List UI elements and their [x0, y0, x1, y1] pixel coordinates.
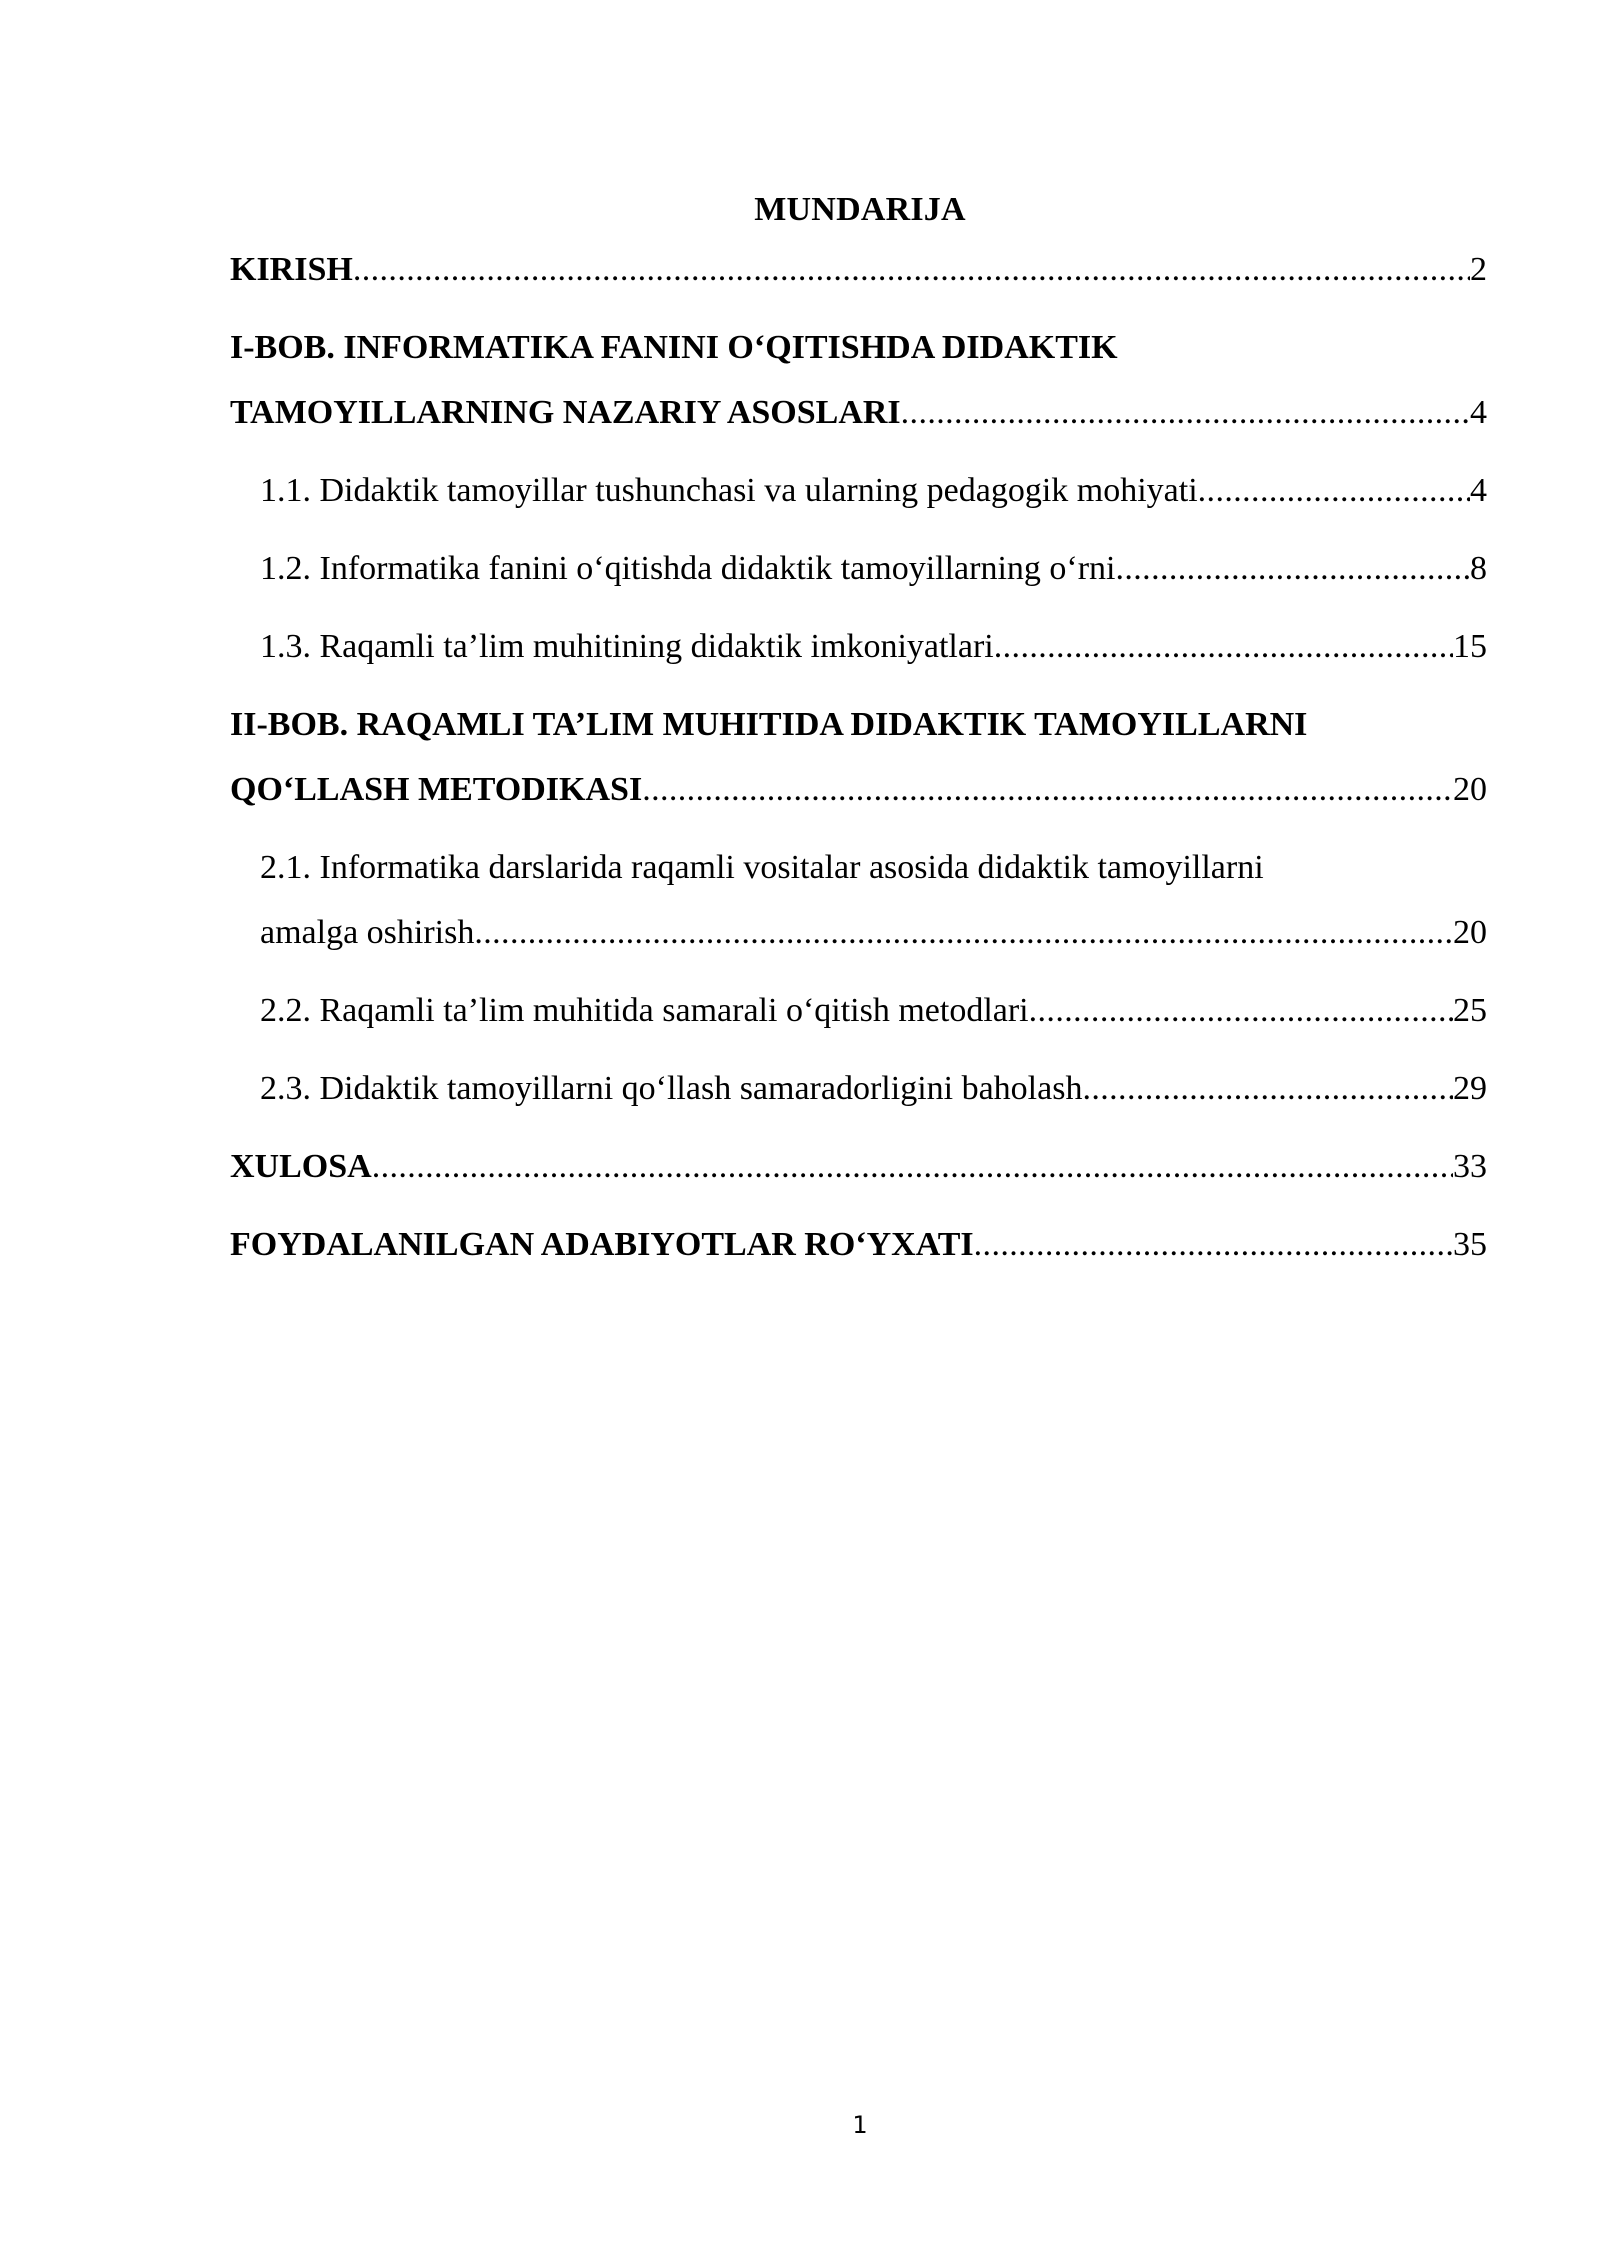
toc-entry-text: XULOSA	[230, 1148, 372, 1185]
toc-entry-text-line-1: 2.1. Informatika darslarida raqamli vositalar asosida didaktik tamoyillarni	[260, 849, 1264, 886]
toc-entry-text: 2.3. Didaktik tamoyillarni qo‘llash samaradorligini baholash	[260, 1070, 1083, 1107]
toc-entry-references[interactable]	[230, 1221, 1487, 1269]
toc-line	[230, 246, 1487, 294]
toc-line	[260, 1065, 1487, 1113]
toc-entry-chapter-2[interactable]	[230, 701, 1487, 814]
toc-dot-leader	[642, 766, 1453, 814]
toc-entry-2-3[interactable]	[230, 1065, 1487, 1113]
page-number: 1	[852, 2111, 868, 2139]
toc-entry-text: 1.3. Raqamli ta’lim muhitining didaktik imkoniyatlari	[260, 628, 994, 665]
toc-page-number: 25	[1453, 992, 1487, 1029]
toc-entry-2-1[interactable]	[230, 844, 1487, 957]
toc-entry-1-3[interactable]	[230, 623, 1487, 671]
toc-entry-1-2[interactable]	[230, 545, 1487, 593]
toc-entry-xulosa[interactable]	[230, 1143, 1487, 1191]
toc-dot-leader	[1082, 1065, 1453, 1113]
toc-page-number: 29	[1453, 1070, 1487, 1107]
toc-title: MUNDARIJA	[754, 191, 966, 228]
toc-page-number: 20	[1453, 914, 1487, 951]
toc-entry-chapter-1[interactable]	[230, 324, 1487, 437]
toc-dot-leader	[353, 246, 1470, 294]
toc-entry-text: KIRISH	[230, 251, 353, 288]
toc-dot-leader	[1115, 545, 1470, 593]
toc-dot-leader	[1198, 467, 1470, 515]
toc-line	[230, 389, 1487, 437]
toc-line	[260, 467, 1487, 515]
toc-page-number: 15	[1453, 628, 1487, 665]
toc-entry-text-line-2: TAMOYILLARNING NAZARIY ASOSLARI	[230, 394, 901, 431]
toc-entry-text: 1.1. Didaktik tamoyillar tushunchasi va ularning pedagogik mohiyati	[260, 472, 1198, 509]
toc-entry-2-2[interactable]	[230, 987, 1487, 1035]
toc-entry-1-1[interactable]	[230, 467, 1487, 515]
toc-line	[230, 1221, 1487, 1269]
toc-line	[260, 909, 1487, 957]
toc-page-number: 20	[1453, 771, 1487, 808]
toc-page-number: 8	[1470, 550, 1487, 587]
toc-dot-leader	[1029, 987, 1453, 1035]
toc-page-number: 2	[1470, 251, 1487, 288]
toc-page-number: 35	[1453, 1226, 1487, 1263]
toc-page-number: 4	[1470, 394, 1487, 431]
table-of-contents	[230, 246, 1487, 1299]
toc-dot-leader	[974, 1221, 1453, 1269]
toc-page-number: 33	[1453, 1148, 1487, 1185]
toc-entry-text-line-2: QO‘LLASH METODIKASI	[230, 771, 643, 808]
toc-line	[260, 545, 1487, 593]
toc-entry-text-line-2: amalga oshirish	[260, 914, 475, 951]
toc-entry-text: 1.2. Informatika fanini o‘qitishda didaktik tamoyillarning o‘rni	[260, 550, 1116, 587]
toc-entry-text: FOYDALANILGAN ADABIYOTLAR RO‘YXATI	[230, 1226, 974, 1263]
toc-page-number: 4	[1470, 472, 1487, 509]
toc-entry-text-line-1: I-BOB. INFORMATIKA FANINI O‘QITISHDA DIDAKTIK	[230, 329, 1118, 366]
toc-entry-text-line-1: II-BOB. RAQAMLI TA’LIM MUHITIDA DIDAKTIK TAMOYILLARNI	[230, 706, 1308, 743]
toc-line	[230, 766, 1487, 814]
toc-dot-leader	[372, 1143, 1453, 1191]
toc-line	[230, 1143, 1487, 1191]
toc-entry-kirish[interactable]	[230, 246, 1487, 294]
toc-dot-leader	[474, 909, 1453, 957]
toc-entry-text: 2.2. Raqamli ta’lim muhitida samarali o‘qitish metodlari	[260, 992, 1029, 1029]
toc-dot-leader	[994, 623, 1453, 671]
toc-line	[260, 987, 1487, 1035]
toc-dot-leader	[901, 389, 1470, 437]
toc-line	[260, 623, 1487, 671]
